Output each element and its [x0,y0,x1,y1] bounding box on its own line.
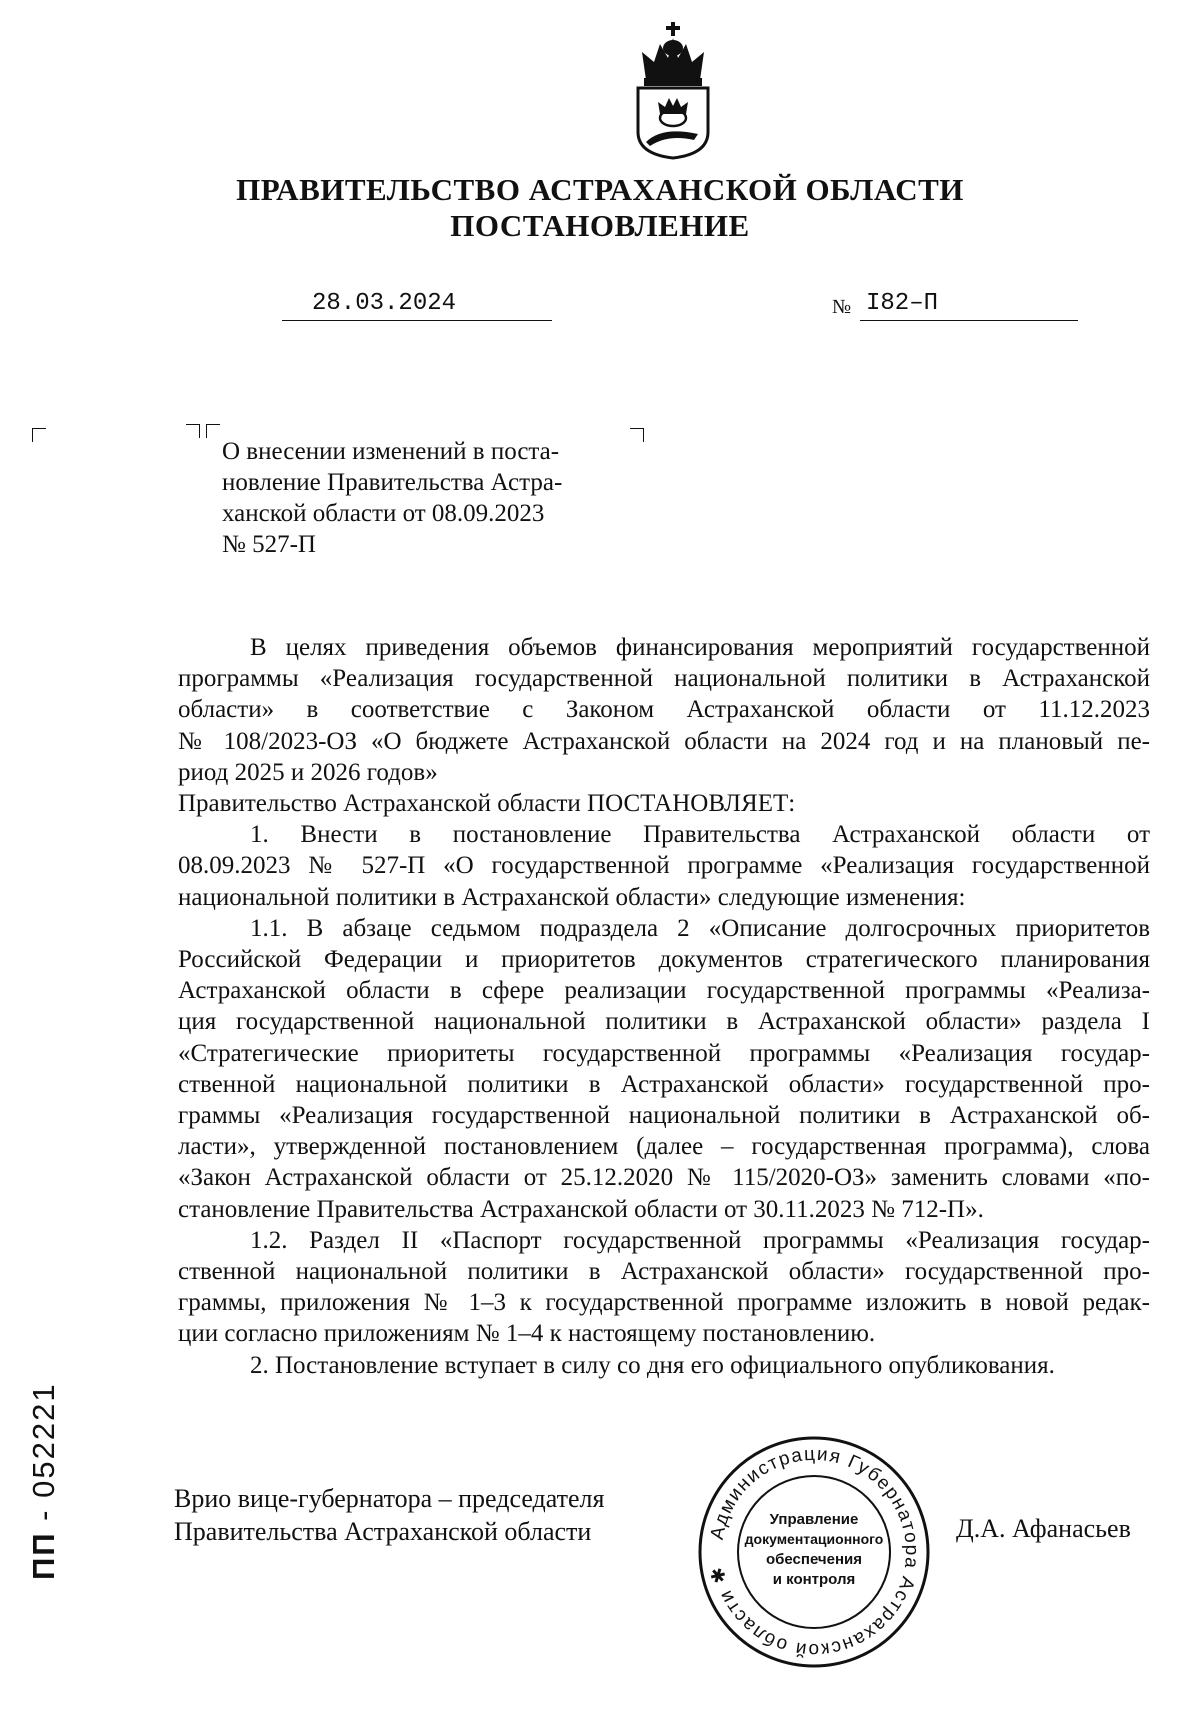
body-line: Астраханской области в сфере реализации государственной программы «Реализа- [178,977,1150,1005]
subject-line: № 527-П [222,531,316,558]
body-line: 1.2. Раздел II «Паспорт государственной программы «Реализация государ- [250,1226,1150,1254]
body-line: Российской Федерации и приоритетов документов стратегического планирования [178,946,1150,974]
body-line: ция государственной национальной политики в Астраханской области» раздела I [178,1008,1150,1036]
number-sign: № [832,296,852,318]
body-line: «Стратегические приоритеты государственной программы «Реализация государ- [178,1039,1150,1067]
body-line: № 108/2023-ОЗ «О бюджете Астраханской области на 2024 год и на плановый пе- [178,727,1150,755]
subject-line: О внесении изменений в поста- [222,438,560,465]
signer-title-line: Правительства Астраханской области [174,1517,592,1546]
date-field [282,290,552,321]
body-line: В целях приведения объемов финансирования мероприятий государственной [250,634,1150,661]
document-number: I82–П [866,290,939,317]
svg-text:Управление: Управление [769,1511,859,1528]
body-line: «Закон Астраханской области от 25.12.2020 № 115/2020-ОЗ» заменить словами «по- [178,1164,1150,1192]
corner-mark-subject-right [630,428,644,442]
body-line: ственной национальной политики в Астраханской области» государственной про- [178,1258,1150,1286]
body-line: ции согласно приложениям № 1–4 к настоящему постановлению. [178,1320,876,1348]
body-line: области» в соответствие с Законом Астраханской области от 11.12.2023 [178,696,1150,724]
body-line: ласти», утвержденной постановлением (далее – государственная программа), слова [178,1133,1150,1161]
document-type: ПОСТАНОВЛЕНИЕ [450,208,750,243]
subject-block [222,436,597,560]
corner-mark-subject-left-b [206,424,220,438]
organization-title: ПРАВИТЕЛЬСТВО АСТРАХАНСКОЙ ОБЛАСТИ [236,172,964,207]
signer-title-line: Врио вице-губернатора – председателя [174,1484,605,1513]
body-line: риод 2025 и 2026 годов» [178,758,438,786]
body-line: становление Правительства Астраханской области от 30.11.2023 № 712-П». [178,1195,984,1223]
document-date: 28.03.2024 [312,290,457,317]
body-line: ственной национальной политики в Астраханской области» государственной про- [178,1070,1150,1098]
body-line: 1.1. В абзаце седьмом подраздела 2 «Описание долгосрочных приоритетов [250,914,1150,942]
body-line: 2. Постановление вступает в силу со дня его официального опубликования. [250,1351,1055,1379]
svg-text:документационного: документационного [744,1531,884,1547]
body-line: граммы «Реализация государственной национальной политики в Астраханской об- [178,1102,1150,1130]
subject-line: ханской области от 08.09.2023 [222,500,545,527]
serial-digits: 052221 [26,1382,61,1498]
subject-line: новление Правительства Астра- [222,469,563,496]
coat-of-arms-icon [632,22,714,160]
body-text [178,632,1150,1381]
body-line: граммы, приложения № 1–3 к государственной программе изложить в новой редак- [178,1289,1150,1317]
body-line: 1. Внести в постановление Правительства Астраханской области от [250,821,1150,849]
corner-mark-left [32,428,46,442]
svg-text:обеспечения: обеспечения [765,1551,863,1568]
official-seal-stamp [694,1432,934,1672]
serial-separator: - [26,1497,61,1532]
corner-mark-subject-left-a [186,424,200,438]
body-line: 08.09.2023 № 527-П «О государственной программе «Реализация государственной [178,852,1150,880]
signer-title [174,1482,694,1548]
number-field [860,290,1078,321]
svg-text:Администрация Губернатора Астр: Администрация Губернатора Астраханской области ✱ [706,1443,923,1661]
serial-prefix: ПП [26,1531,61,1580]
body-line: национальной политики в Астраханской области» следующие изменения: [178,883,966,911]
signer-name: Д.А. Афанасьев [956,1514,1131,1543]
svg-text:и контроля: и контроля [772,1571,856,1588]
serial-number [26,1382,62,1580]
body-line: Правительство Астраханской области ПОСТАНОВЛЯЕТ: [178,790,796,818]
body-line: программы «Реализация государственной национальной политики в Астраханской [178,665,1150,693]
